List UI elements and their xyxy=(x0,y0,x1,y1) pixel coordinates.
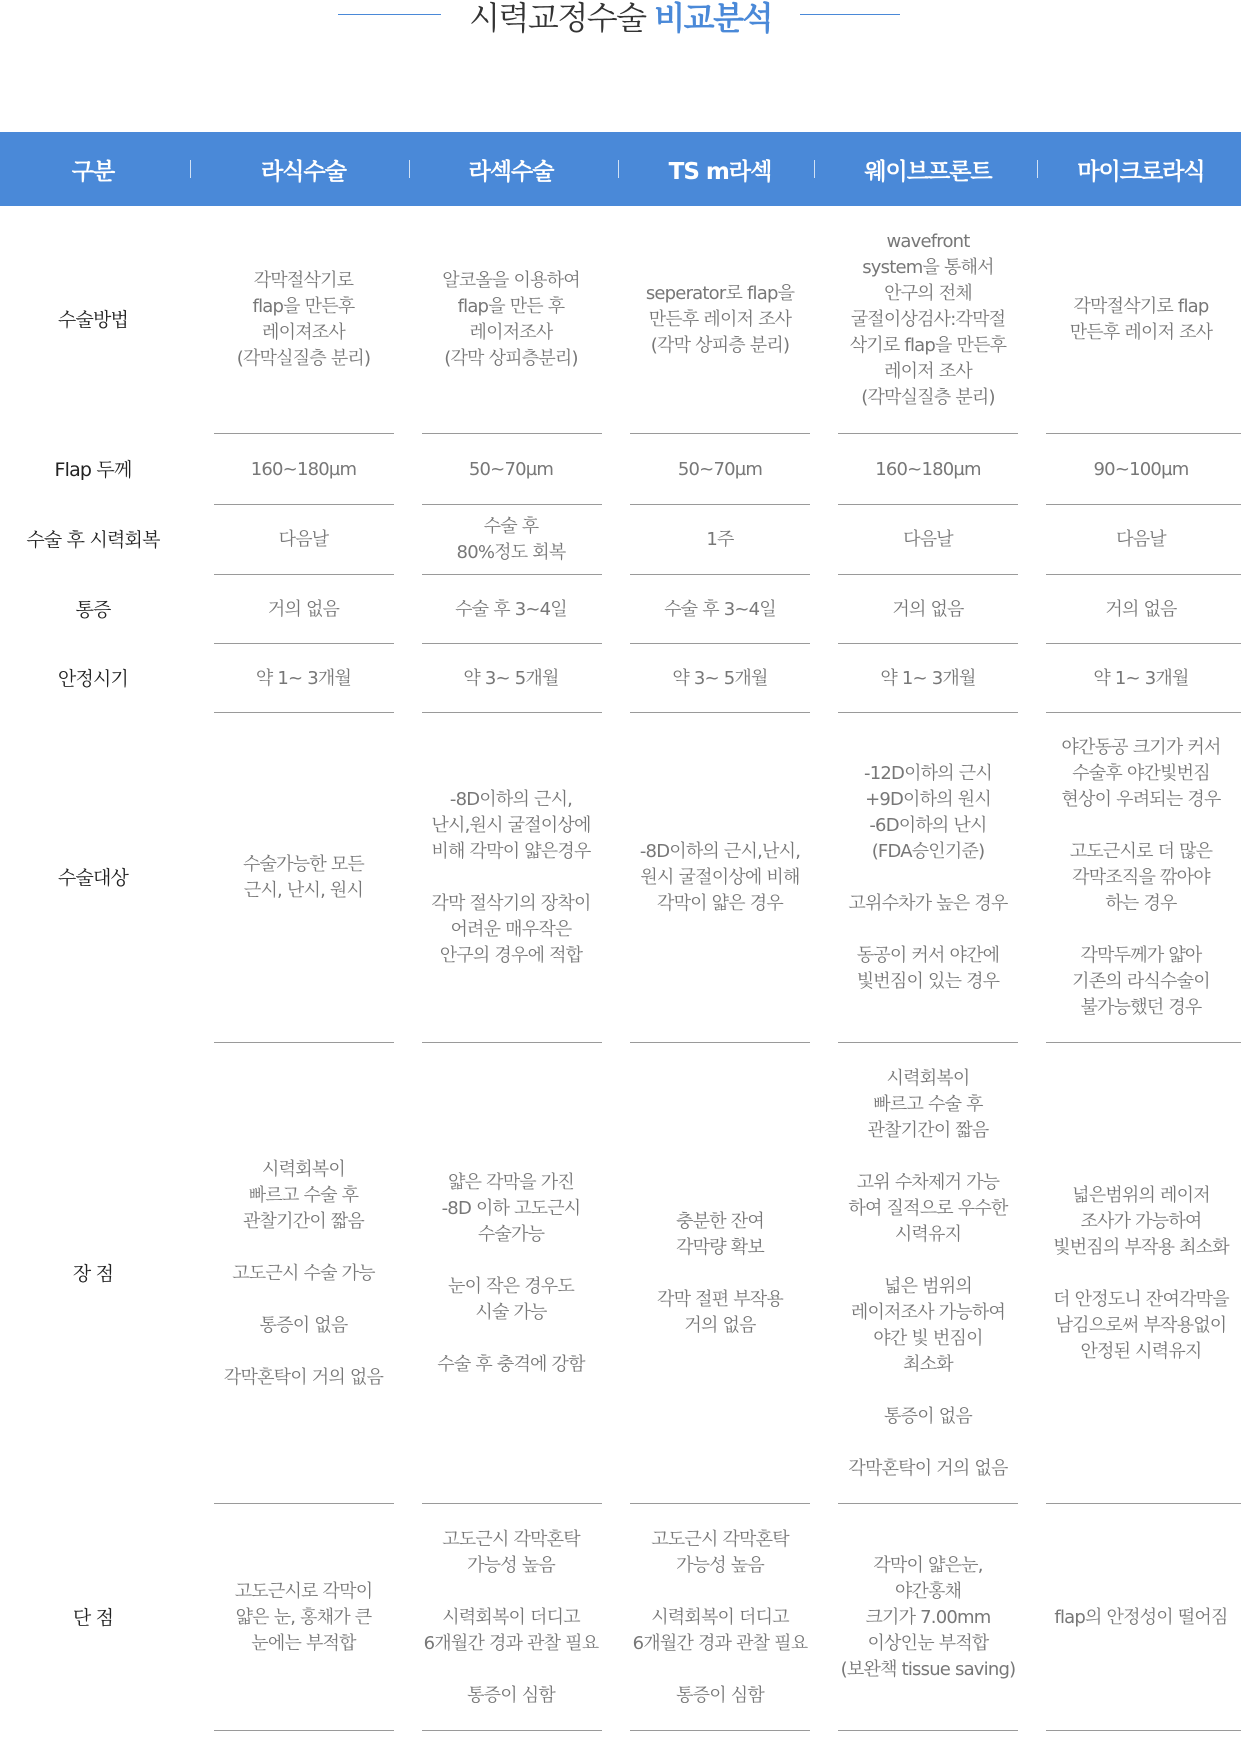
table-cell: 약 1~ 3개월 xyxy=(255,667,352,689)
row-divider xyxy=(630,1730,810,1731)
row-label: 수술방법 xyxy=(57,309,129,331)
table-cell: 50~70µm xyxy=(468,458,554,480)
table-cell: 얇은 각막을 가진 -8D 이하 고도근시 수술가능 눈이 작은 경우도 시술 가능 수술 후 충격에 강함 xyxy=(437,1171,585,1375)
table-cell: -8D이하의 근시,난시, 원시 굴절이상에 비해 각막이 얇은 경우 xyxy=(639,841,801,914)
table-cell: -8D이하의 근시, 난시,원시 굴절이상에 비해 각막이 얇은경우 각막 절삭기의 장착이 어려운 매우작은 안구의 경우에 적합 xyxy=(431,789,591,966)
table-cell: -12D이하의 근시 +9D이하의 원시 -6D이하의 난시 (FDA승인기준) 고위수차가 높은 경우 동공이 커서 야간에 빛번짐이 있는 경우 xyxy=(848,763,1008,992)
table-row-advantages xyxy=(0,1043,1241,1504)
title-accent: 비교분석 xyxy=(654,0,772,37)
table-cell: 약 1~ 3개월 xyxy=(1093,667,1189,689)
header-lasek: 라섹수술 xyxy=(468,158,554,185)
table-cell: 수술 후 3~4일 xyxy=(455,598,567,620)
table-cell: 다음날 xyxy=(903,529,953,550)
table-cell: 1주 xyxy=(706,529,734,550)
table-cell: 수술 후 3~4일 xyxy=(664,598,776,620)
table-cell: 거의 없음 xyxy=(267,598,340,620)
row-label: Flap 두께 xyxy=(54,458,132,481)
table-cell: 다음날 xyxy=(278,529,329,550)
table-cell: 알코올을 이용하여 flap을 만든 후 레이저조사 (각막 상피층분리) xyxy=(442,270,580,369)
table-cell: 다음날 xyxy=(1116,529,1166,550)
row-label: 수술 후 시력회복 xyxy=(26,529,160,551)
table-row-disadvantages xyxy=(0,1504,1241,1731)
table-cell: seperator로 flap을 만든후 레이저 조사 (각막 상피층 분리) xyxy=(645,283,795,356)
header-micro-lasik: 마이크로라식 xyxy=(1077,158,1205,185)
table-cell: 고도근시로 각막이 얇은 눈, 홍채가 큰 눈에는 부적합 xyxy=(234,1580,373,1654)
table-row-method xyxy=(0,206,1241,434)
header-divider xyxy=(814,160,815,178)
table-cell: 160~180µm xyxy=(250,458,357,480)
table-row-recovery xyxy=(0,505,1241,575)
row-divider xyxy=(1046,1730,1241,1731)
table-cell: 약 3~ 5개월 xyxy=(672,667,768,689)
table-cell: flap의 안정성이 떨어짐 xyxy=(1054,1606,1228,1628)
table-cell: 각막이 얇은눈, 야간홍채 크기가 7.00mm 이상인눈 부적합 (보완책 tissue saving) xyxy=(840,1554,1016,1680)
table-cell: 각막절삭기로 flap을 만든후 레이져조사 (각막실질층 분리) xyxy=(236,270,371,369)
row-label: 안정시기 xyxy=(57,667,129,690)
row-label: 통증 xyxy=(75,598,111,621)
table-cell: 넓은범위의 레이저 조사가 가능하여 빛번짐의 부작용 최소화 더 안정도니 잔여각막을 남김으로써 부작용없이 안정된 시력유지 xyxy=(1053,1184,1229,1362)
table-cell: wavefront system을 통해서 안구의 전체 굴절이상검사:각막절 삭기로 flap을 만든후 레이저 조사 (각막실질층 분리) xyxy=(849,231,1007,408)
table-cell: 160~180µm xyxy=(875,458,981,480)
table-cell: 거의 없음 xyxy=(1105,598,1177,620)
title-line-left xyxy=(338,14,441,15)
header-lasik: 라식수술 xyxy=(261,158,346,185)
header-divider xyxy=(1037,160,1038,178)
title-main: 시력교정수술 xyxy=(469,0,646,37)
table-cell: 수술 후 80%정도 회복 xyxy=(456,516,566,563)
header-tsm-lasek: TS m라섹 xyxy=(668,158,772,185)
row-divider xyxy=(838,1730,1018,1731)
row-divider xyxy=(214,1730,394,1731)
header-category: 구분 xyxy=(71,158,115,185)
table-cell: 90~100µm xyxy=(1093,458,1189,480)
table-cell: 고도근시 각막혼탁 가능성 높음 시력회복이 더디고 6개월간 경과 관찰 필요 통증이 심함 xyxy=(632,1528,808,1706)
table-header xyxy=(0,132,1241,206)
table-cell: 충분한 잔여 각막량 확보 각막 절편 부작용 거의 없음 xyxy=(657,1210,783,1336)
title-row xyxy=(0,0,1241,44)
table-cell: 시력회복이 빠르고 수술 후 관찰기간이 짧음 고위 수차제거 가능 하여 질적으로 우수한 시력유지 넓은 범위의 레이저조사 가능하여 야간 빛 번짐이 최소화 통증이 없음 각막혼탁이 거의 없음 xyxy=(848,1067,1008,1479)
title-line-right xyxy=(800,14,900,15)
header-wavefront: 웨이브프론트 xyxy=(864,158,992,185)
table-cell: 야간동공 크기가 커서 수술후 야간빛번짐 현상이 우려되는 경우 고도근시로 더 많은 각막조직을 깎아야 하는 경우 각막두께가 얇아 기존의 라식수술이 불가능했던 경우 xyxy=(1061,737,1221,1018)
table-cell: 약 3~ 5개월 xyxy=(463,667,559,689)
table-row-pain xyxy=(0,575,1241,644)
table-cell: 수술가능한 모든 근시, 난시, 원시 xyxy=(242,854,365,901)
row-label: 단 점 xyxy=(72,1606,114,1629)
row-label: 수술대상 xyxy=(57,867,129,889)
table-cell: 약 1~ 3개월 xyxy=(880,667,976,689)
table-cell: 각막절삭기로 flap 만든후 레이저 조사 xyxy=(1069,296,1213,343)
row-divider xyxy=(422,1730,602,1731)
table-row-stabilization xyxy=(0,644,1241,713)
row-label: 장 점 xyxy=(72,1262,114,1285)
table-row-candidates xyxy=(0,713,1241,1043)
page-title xyxy=(441,0,800,36)
table-cell: 고도근시 각막혼탁 가능성 높음 시력회복이 더디고 6개월간 경과 관찰 필요 통증이 심함 xyxy=(423,1528,599,1706)
table-cell: 거의 없음 xyxy=(892,598,964,620)
table-row-flap-thickness xyxy=(0,434,1241,505)
header-divider xyxy=(190,160,191,178)
table-cell: 50~70µm xyxy=(677,458,763,480)
table-cell: 시력회복이 빠르고 수술 후 관찰기간이 짧음 고도근시 수술 가능 통증이 없음 각막혼탁이 거의 없음 xyxy=(223,1158,384,1388)
